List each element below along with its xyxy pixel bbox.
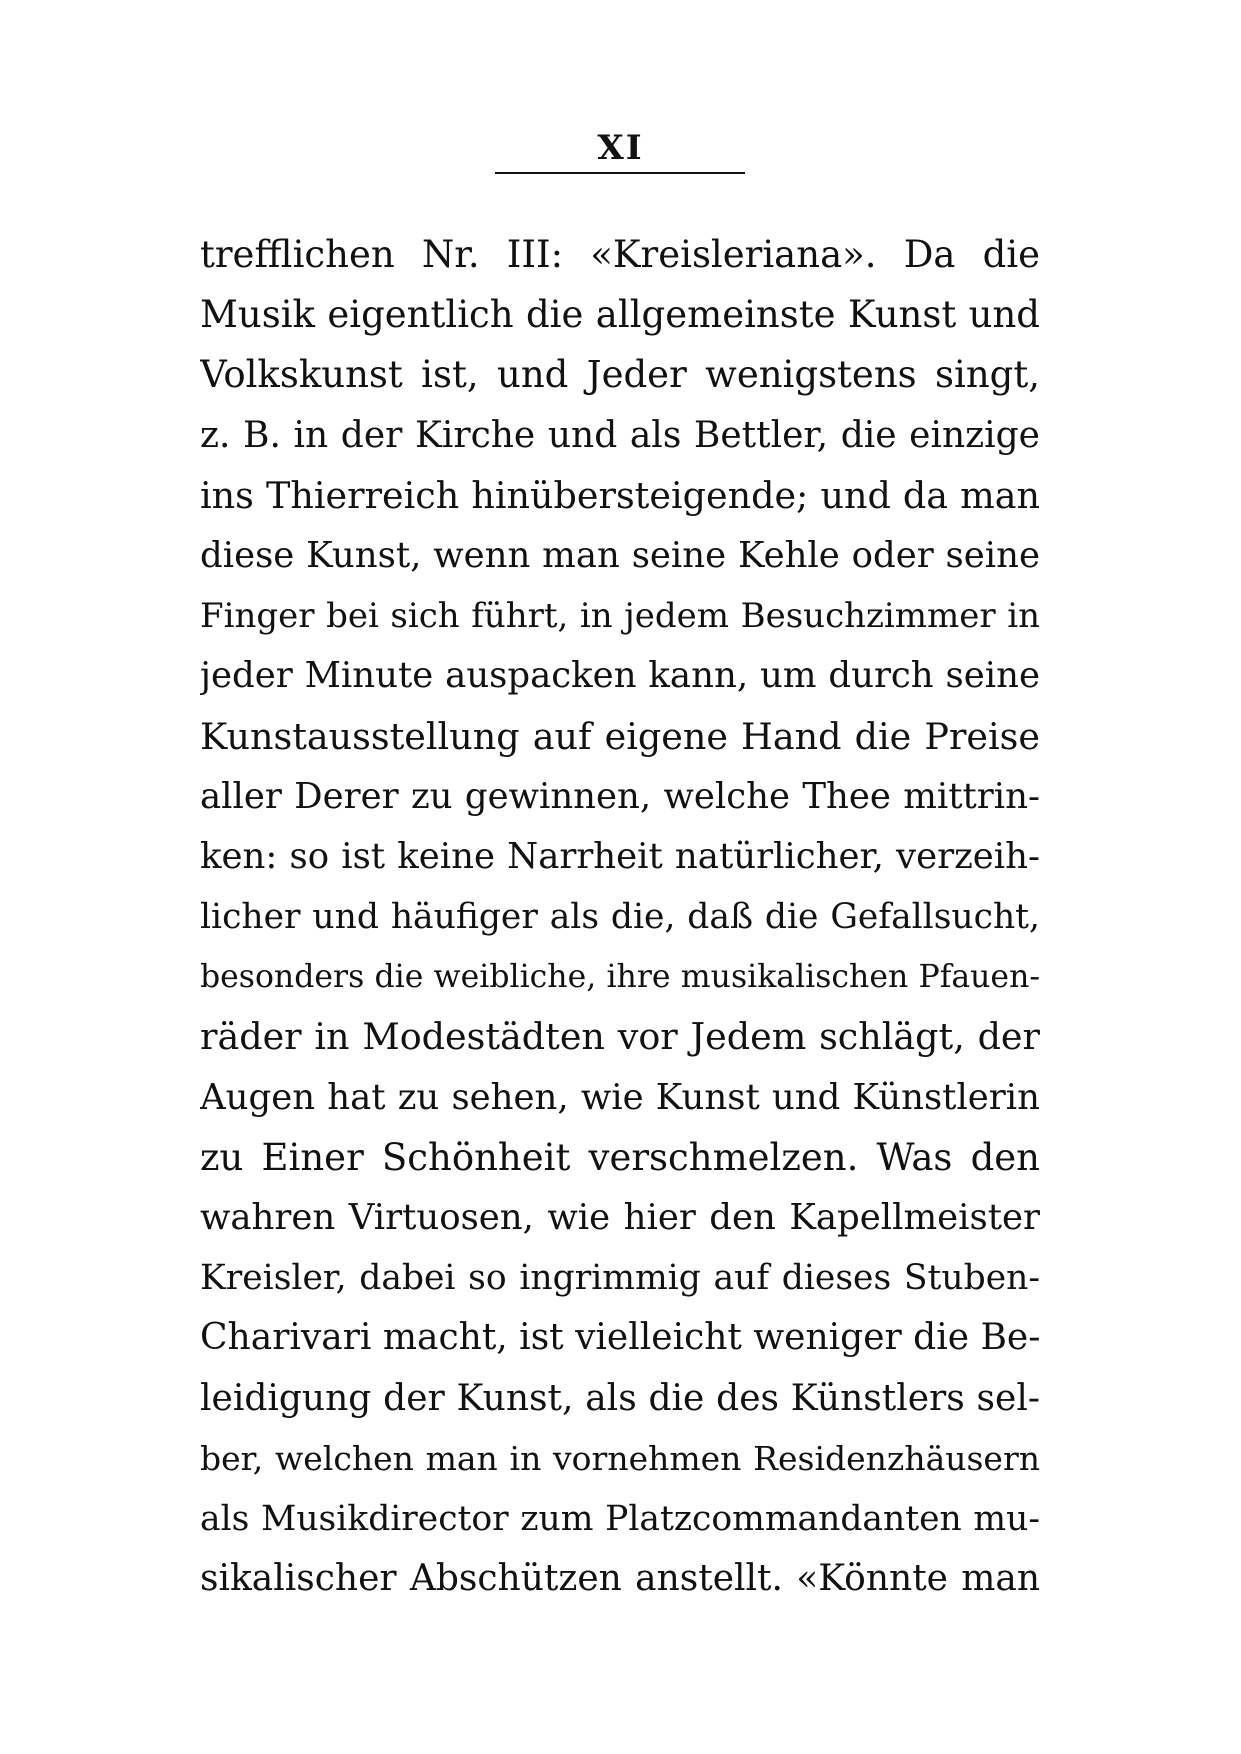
text-line-13: besonders die weibliche, ihre musikalischen Pfauen-	[200, 959, 1040, 996]
text-line-20: leidigung der Kunst, als die des Künstlers sel-	[200, 1377, 1040, 1419]
header-rule	[495, 172, 745, 174]
text-line-3: Volkskunst ist, und Jeder wenigstens singt,	[200, 353, 1040, 397]
text-line-4: z. B. in der Kirche und als Bettler, die einzige	[200, 414, 1040, 456]
text-line-16: zu Einer Schönheit verschmelzen. Was den	[200, 1135, 1040, 1179]
text-line-8: jeder Minute auspacken kann, um durch seine	[200, 655, 1040, 697]
body-text	[200, 225, 1040, 1609]
text-line-9: Kunstausstellung auf eigene Hand die Preise	[200, 714, 1040, 758]
text-line-14: räder in Modestädten vor Jedem schlägt, der	[200, 1015, 1040, 1059]
text-line-21: ber, welchen man in vornehmen Residenzhäusern	[200, 1438, 1040, 1478]
text-line-11: ken: so ist keine Narrheit natürlicher, verzeih-	[200, 835, 1040, 877]
text-line-12: licher und häufiger als die, daß die Gefallsucht,	[200, 897, 1040, 938]
text-line-6: diese Kunst, wenn man seine Kehle oder seine	[200, 534, 1040, 576]
text-line-10: aller Derer zu gewinnen, welche Thee mittrin-	[200, 775, 1040, 817]
text-line-1: trefflichen Nr. III: «Kreislerianа». Da die	[200, 233, 1040, 276]
text-line-17: wahren Virtuosen, wie hier den Kapellmeister	[200, 1197, 1040, 1238]
page-number: XI	[597, 128, 644, 168]
text-line-15: Augen hat zu sehen, wie Kunst und Künstlerin	[200, 1076, 1040, 1118]
text-line-2: Musik eigentlich die allgemeinste Kunst und	[200, 293, 1040, 337]
text-line-5: ins Thierreich hinübersteigende; und da man	[200, 473, 1040, 517]
text-line-19: Charivari macht, ist vielleicht weniger die Be-	[200, 1317, 1040, 1359]
text-line-7: Finger bei sich führt, in jedem Besuchzimmer in	[200, 596, 1040, 637]
text-line-18: Kreisler, dabei so ingrimmig auf dieses Stuben-	[200, 1258, 1040, 1299]
text-line-23: sikalischer Abschützen anstellt. «Könnte man	[200, 1558, 1040, 1600]
text-line-22: als Musikdirector zum Platzcommandanten mu-	[200, 1498, 1040, 1539]
